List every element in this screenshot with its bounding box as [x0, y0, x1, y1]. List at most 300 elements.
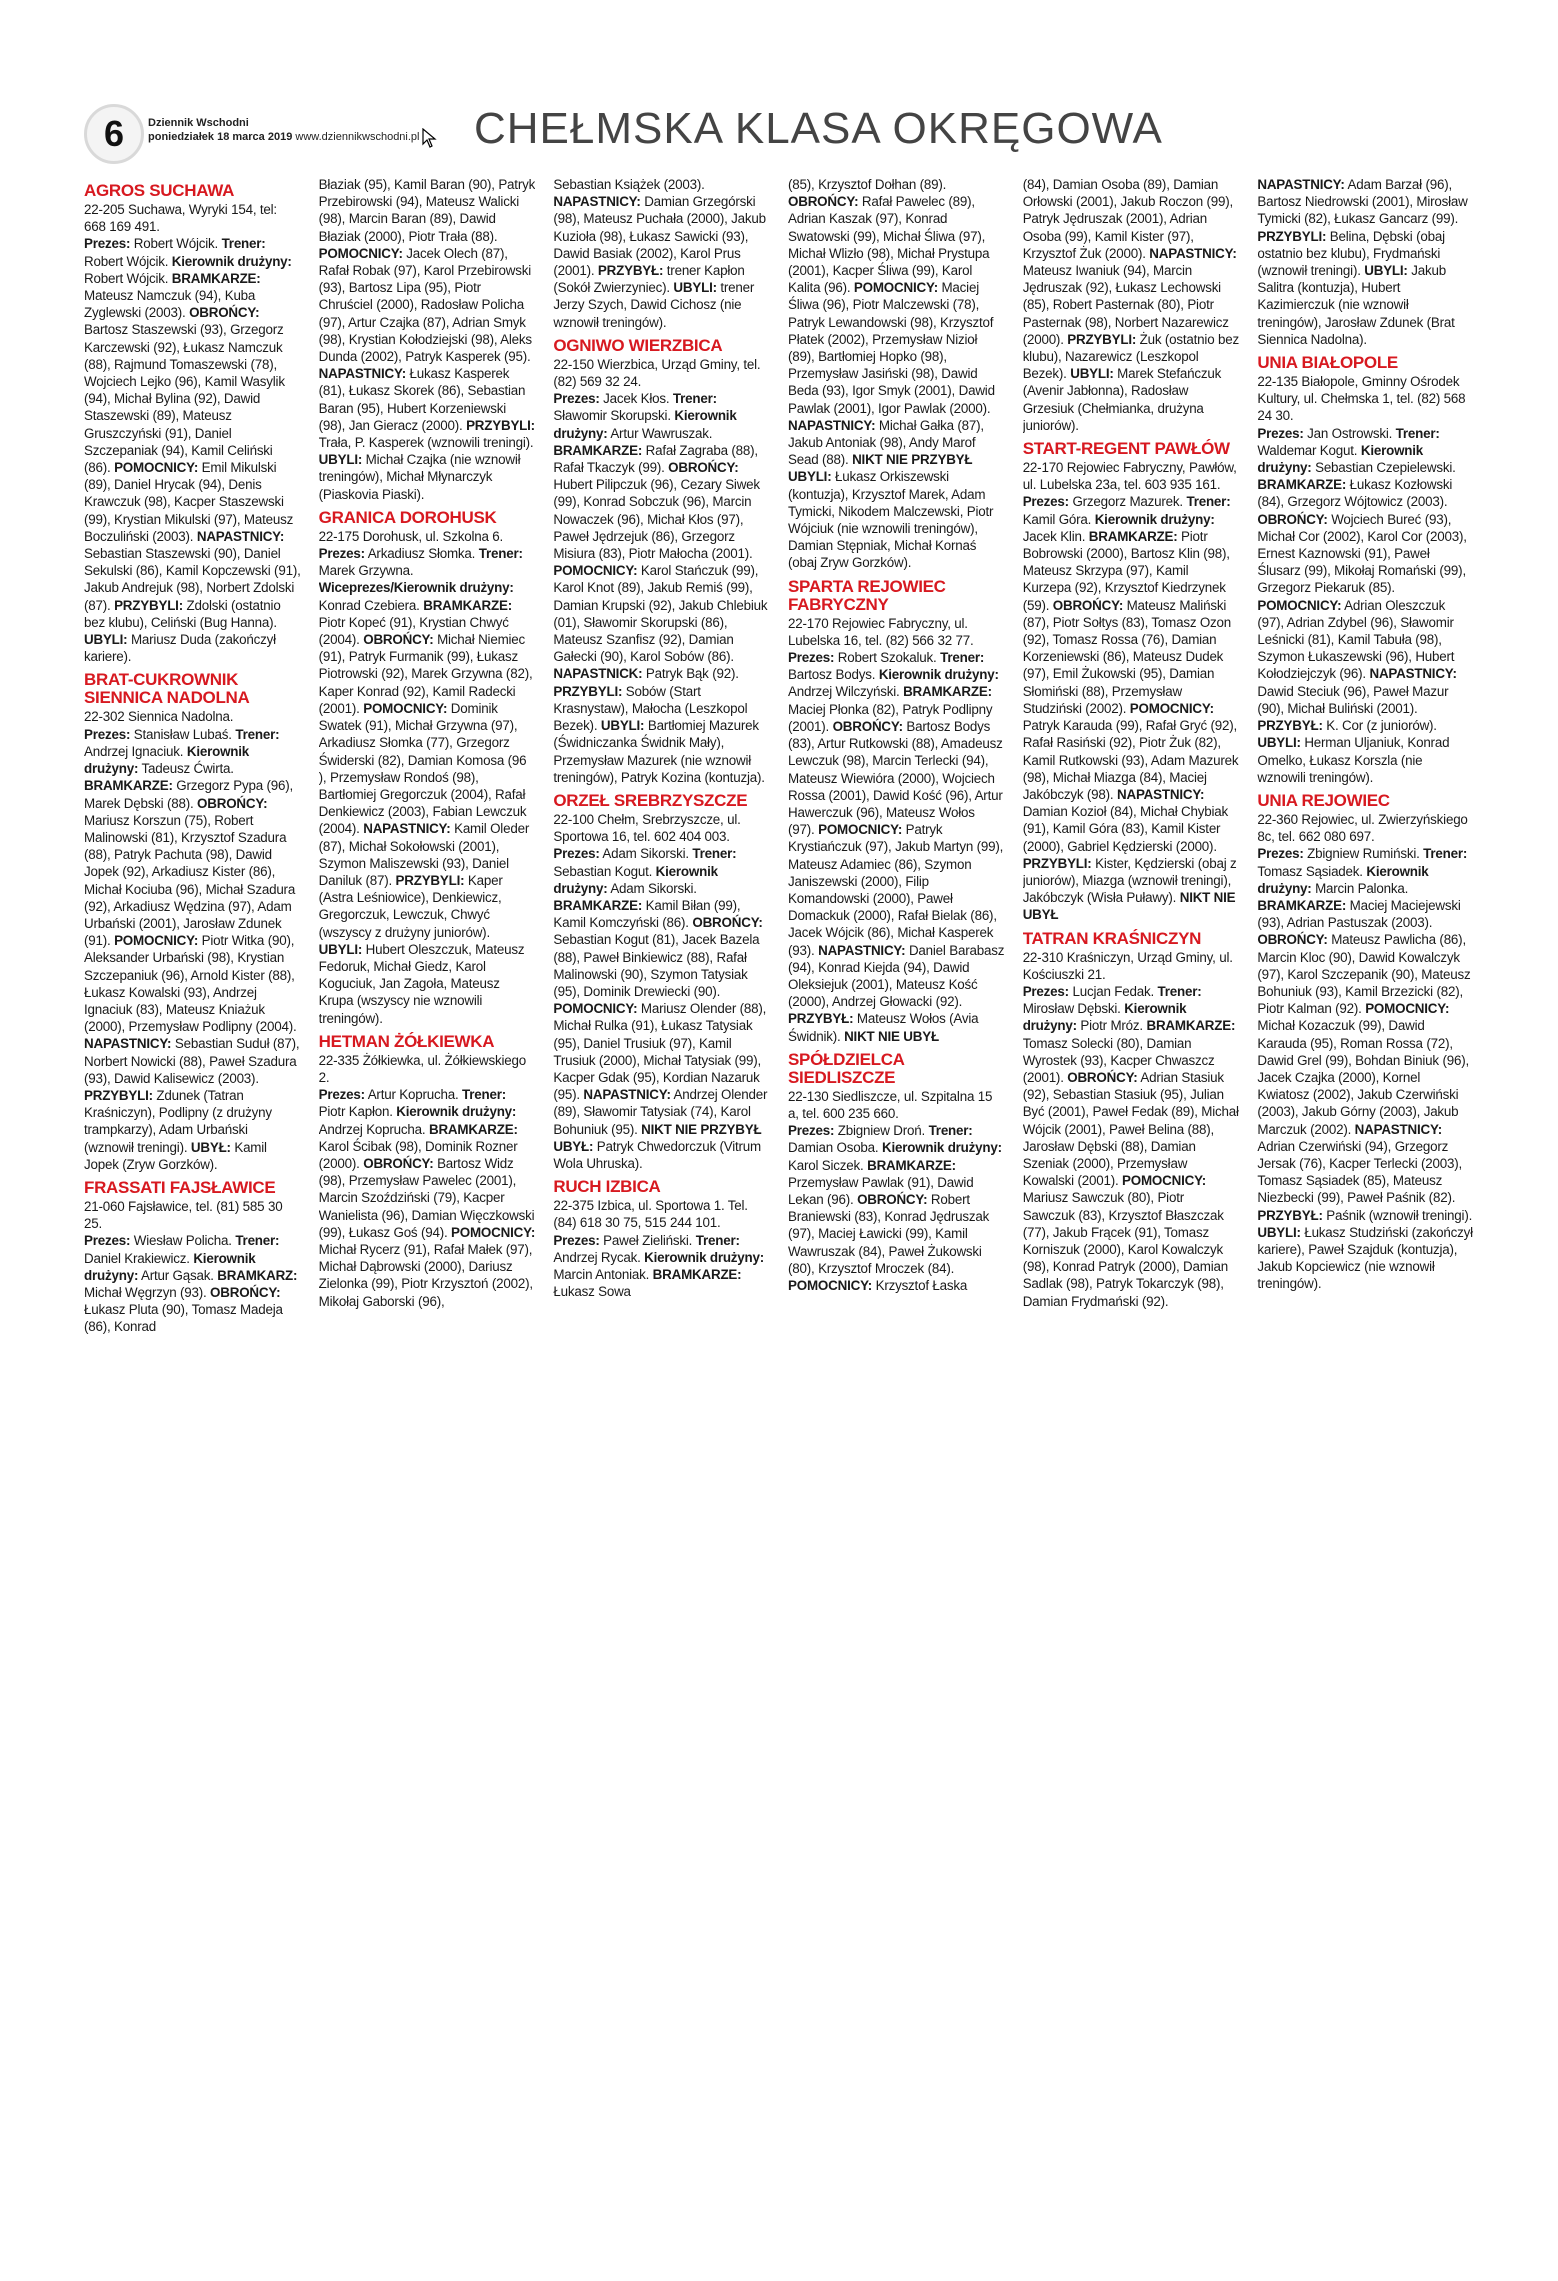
roster-label: Kierownik drużyny:	[1094, 511, 1215, 527]
roster-label: NAPASTNICY:	[84, 1036, 172, 1052]
club-entry	[1023, 930, 1240, 1310]
roster-text: Robert Wójcik.	[84, 270, 169, 286]
roster-text: Konrad Czebiera.	[318, 597, 420, 613]
roster-text: Arkadiusz Słomka.	[364, 546, 476, 562]
roster-text: trener Kapłon (Sokół Zwierzyniec).	[553, 263, 745, 296]
club-name: RUCH IZBICA	[553, 1177, 661, 1197]
roster-text: Adrian Oleszczuk (97), Adrian Zdybel (96), Sławomir Leśnicki (81), Kamil Tabuła (98), Szymon Łukaszewski (96), Hubert Kołodziejczyk (96).	[1257, 597, 1455, 682]
roster-label: POMOCNICY:	[853, 280, 938, 296]
club-entry	[553, 1178, 770, 1300]
club-address: 22-360 Rejowiec, ul. Zwierzyńskiego 8c, tel. 662 080 697.	[1257, 811, 1468, 845]
club-name: ORZEŁ SREBRZYSZCZE	[553, 790, 748, 810]
roster-label: Kierownik drużyny:	[171, 253, 292, 269]
roster-label: NAPASTNICY:	[553, 194, 641, 210]
club-address: 22-302 Siennica Nadolna.	[84, 709, 234, 725]
roster-label: UBYLI:	[318, 452, 363, 468]
roster-text: Wiesław Policha.	[130, 1233, 232, 1249]
club-name: START-REGENT PAWŁÓW	[1022, 439, 1230, 459]
roster-text: Mariusz Olender (88), Michał Rulka (91), Łukasz Tatysiak (95), Daniel Trusiuk (97), Kamil Trusiuk (2000), Michał Tatysiak (99), Kacper Gdak (95), Kordian Nazaruk (95).	[553, 1001, 767, 1103]
roster-label: POMOCNICY:	[553, 563, 638, 579]
roster-text: Jan Ostrowski.	[1303, 425, 1396, 441]
roster-label: UBYLI:	[318, 941, 363, 957]
roster-label: Trener:	[235, 1233, 280, 1249]
roster-text: Łukasz Studziński (zakończył kariere), Paweł Szajduk (kontuzja), Jakub Kopciewicz (nie wznowił treningów).	[1257, 1224, 1473, 1292]
roster-label: UBYŁ:	[190, 1139, 231, 1155]
roster-label: PRZYBYLI:	[466, 417, 535, 433]
roster-text: Grzegorz Mazurek.	[1068, 494, 1183, 510]
roster-text: Hubert Oleszczuk, Mateusz Fedoruk, Michał Giedz, Karol Koguciuk, Jan Zagoła, Mateusz Krupa (wszyscy nie wznowili treningów).	[318, 941, 525, 1026]
roster-label: UBYLI:	[788, 469, 832, 485]
roster-text: Grzegorz Pypa (96), Marek Dębski (88).	[84, 778, 294, 811]
roster-label: Prezes:	[553, 846, 600, 862]
roster-text: Michał Kozaczuk (99), Dawid Karauda (95), Roman Rossa (72), Dawid Grel (99), Bohdan Biniuk (96), Jacek Czajka (2000), Kornel Kwiatosz (2002), Jakub Czerwiński (2003), Jakub Górny (2003), Jakub Marczuk (2002).	[1257, 1018, 1469, 1137]
roster-text: Przemysław Pawlak (91), Dawid Lekan (96).	[788, 1174, 974, 1207]
roster-label: OBROŃCY:	[210, 1284, 281, 1300]
roster-label: OBROŃCY:	[788, 194, 859, 210]
roster-text: Łukasz Kozłowski (84), Grzegorz Wójtowicz (2003).	[1257, 477, 1453, 510]
roster-label: OBROŃCY:	[1067, 1069, 1138, 1085]
club-roster	[319, 545, 536, 1027]
roster-label: BRAMKARZE:	[1088, 528, 1178, 544]
club-roster	[553, 176, 770, 331]
club-entry	[84, 182, 301, 665]
roster-text: Mateusz Pawlicha (86), Marcin Kloc (90), Dawid Kowalczyk (97), Karol Szczepanik (90), Mateusz Bohuniuk (93), Kamil Brzezicki (82), Piotr Kalman (92).	[1257, 932, 1471, 1017]
roster-text: Sebastian Kogut (81), Jacek Bazela (88), Paweł Binkiewicz (88), Rafał Malinowski (90), Szymon Tatysiak (95), Dominik Drewiecki (90).	[553, 932, 760, 999]
roster-text: Artur Wawruszak.	[607, 425, 713, 441]
roster-label: Prezes:	[553, 1232, 600, 1248]
roster-label: Prezes:	[84, 726, 131, 742]
roster-text: Bartosz Bodys (83), Artur Rutkowski (88), Amadeusz Lewczuk (98), Marcin Terlecki (94), Mateusz Wiewióra (2000), Wojciech Rossa (2001), Dawid Kość (96), Artur Hawerczuk (96), Mateusz Wołos (97).	[788, 718, 1003, 838]
roster-label: POMOCNICY:	[363, 700, 448, 716]
roster-label: Kierownik drużyny:	[553, 863, 718, 896]
club-name: FRASSATI FAJSŁAWICE	[84, 1177, 276, 1197]
roster-label: Kierownik drużyny:	[878, 667, 999, 683]
roster-text: Żuk (ostatnio bez klubu), Nazarewicz (Leszkopol Bezek).	[1022, 331, 1239, 382]
roster-label: NAPASTNICY:	[1369, 666, 1457, 682]
club-entry	[788, 1051, 1005, 1294]
roster-text: Michał Rycerz (91), Rafał Małek (97), Michał Dąbrowski (2000), Dariusz Zielonka (99), Piotr Krzysztoń (2002), Mikołaj Gaborski (96),	[318, 1241, 533, 1309]
roster-label: Prezes:	[788, 1123, 835, 1139]
roster-label: NAPASTNICK:	[553, 666, 643, 682]
roster-text: Marek Grzywna.	[318, 563, 414, 579]
brand-name: Dziennik Wschodni	[148, 117, 249, 129]
roster-text: Tomasz Sąsiadek.	[1257, 863, 1363, 879]
roster-text: Kamil Biłan (99), Kamil Komczyński (86).	[553, 897, 741, 931]
roster-text: K. Cor (z juniorów).	[1322, 718, 1437, 734]
roster-label: Prezes:	[84, 236, 131, 252]
roster-text: Damian Osoba.	[788, 1140, 882, 1156]
roster-label: Prezes:	[1022, 983, 1069, 999]
roster-label: UBYŁ:	[553, 1138, 594, 1154]
text-column	[553, 176, 770, 2116]
roster-label: POMOCNICY:	[788, 1277, 873, 1293]
roster-text: Zbigniew Droń.	[834, 1123, 929, 1139]
club-roster	[1023, 176, 1240, 434]
roster-label: Kierownik drużyny:	[644, 1249, 765, 1265]
page-title: CHEŁMSKA KLASA OKRĘGOWA	[474, 104, 1163, 153]
roster-label: OBROŃCY:	[832, 718, 903, 734]
roster-label: BRAMKARZE:	[171, 270, 261, 286]
roster-text: Adrian Czerwiński (94), Grzegorz Jersak (76), Kacper Terlecki (2003), Tomasz Sąsiadek (85), Mateusz Niezbecki (99), Paweł Paśnik (82).	[1257, 1138, 1463, 1206]
club-name: GRANICA DOROHUSK	[318, 507, 497, 527]
club-address: 22-135 Białopole, Gminny Ośrodek Kultury, ul. Chełmska 1, tel. (82) 568 24 30.	[1257, 374, 1466, 424]
roster-label: NIKT NIE PRZYBYŁ	[641, 1121, 762, 1137]
roster-label: Trener:	[221, 236, 266, 252]
club-address: 22-310 Kraśniczyn, Urząd Gminy, ul. Kościuszki 21.	[1022, 949, 1233, 982]
roster-text: Bartłomiej Mazurek (Świdniczanka Świdnik Mały), Przemysław Mazurek (nie wznowił treningów), Patryk Kozina (kontuzja).	[553, 718, 765, 785]
roster-text: Dawid Steciuk (96), Paweł Mazur (90), Michał Buliński (2001).	[1257, 683, 1449, 716]
issue-date: poniedziałek 18 marca 2019	[148, 131, 293, 143]
roster-text: Michał Czajka (nie wznowił treningów), Michał Młynarczyk (Piaskovia Piaski).	[318, 452, 521, 502]
roster-label: OBROŃCY:	[1257, 511, 1328, 527]
roster-label: Trener:	[1423, 846, 1468, 862]
text-column	[1257, 176, 1474, 2116]
roster-label: NIKT NIE PRZYBYŁ	[852, 452, 973, 468]
roster-label: Kierownik drużyny:	[881, 1140, 1002, 1156]
roster-label: Trener:	[692, 846, 737, 862]
roster-label: BRAMKARZE:	[553, 442, 643, 458]
roster-text: Marcin Antoniak.	[553, 1266, 650, 1282]
roster-label: NAPASTNICY:	[1257, 177, 1345, 192]
roster-label: Kierownik drużyny:	[84, 743, 250, 777]
roster-label: Trener:	[235, 726, 280, 742]
roster-text: Łukasz Pluta (90), Tomasz Madeja (86), Konrad	[84, 1302, 283, 1335]
roster-label: Trener:	[462, 1087, 507, 1103]
roster-label: OBROŃCY:	[692, 915, 763, 931]
page-header	[84, 104, 1474, 174]
roster-text: Adam Sikorski.	[599, 846, 693, 862]
roster-text: Andrzej Rycak.	[553, 1249, 641, 1265]
roster-label: OBROŃCY:	[857, 1191, 928, 1207]
club-address: 22-175 Dorohusk, ul. Szkolna 6.	[318, 528, 504, 544]
roster-text: Błaziak (95), Kamil Baran (90), Patryk Przebirowski (94), Mateusz Walicki (98), Marcin Baran (89), Dawid Błaziak (2000), Piotr Trała (88).	[318, 177, 536, 244]
roster-label: Kierownik drużyny:	[1022, 1001, 1187, 1034]
roster-text: Maciej Maciejewski (93), Adrian Pastuszak (2003).	[1257, 897, 1461, 931]
roster-text: Mateusz Maliński (87), Piotr Sołtys (83), Tomasz Ozon (92), Tomasz Rossa (76), Damian Korzeniewski (86), Mateusz Dudek (97), Emil Żukowski (95), Damian Słomiński (88), Przemysław Studziński (2002).	[1022, 597, 1232, 716]
roster-text: Jacek Klin.	[1022, 528, 1086, 544]
roster-label: Wiceprezes/Kierownik drużyny:	[318, 580, 514, 596]
roster-label: UBYLI:	[1257, 1224, 1301, 1240]
club-name: TATRAN KRAŚNICZYN	[1022, 928, 1202, 948]
roster-text: Piotr Witka (90), Aleksander Urbański (98), Krystian Szczepaniuk (96), Arnold Kister (88), Łukasz Kowalski (93), Andrzej Ignaciuk (83), Mateusz Kniażuk (2000), Przemysław Podlipny (2004).	[84, 933, 297, 1035]
club-entry	[1257, 792, 1474, 1293]
roster-label: PRZYBYLI:	[1022, 855, 1092, 871]
roster-text: Bartosz Bodys.	[788, 667, 876, 683]
text-column	[788, 176, 1005, 2116]
roster-text: Marcin Palonka.	[1311, 880, 1409, 896]
club-roster	[1023, 983, 1240, 1310]
page-number-badge: 6	[84, 104, 144, 164]
roster-label: PRZYBYŁ:	[1257, 1207, 1323, 1223]
roster-label: BRAMKARZE:	[1257, 477, 1347, 493]
roster-text: Sebastian Książek (2003).	[553, 177, 705, 192]
roster-label: UBYLI:	[600, 718, 645, 734]
roster-text: Kamil Oleder (87), Michał Sokołowski (2001), Szymon Maliszewski (93), Daniel Daniluk (87).	[318, 821, 530, 888]
roster-text: Rafał Zagraba (88), Rafał Tkaczyk (99).	[553, 442, 758, 476]
roster-text: Trała, P. Kasperek (wznowili treningi).	[318, 435, 534, 451]
club-entry	[553, 337, 770, 786]
roster-text: Sebastian Staszewski (90), Daniel Sekulski (86), Kamil Kopczewski (91), Jakub Andrejuk (98), Norbert Zdolski (87).	[84, 546, 301, 613]
roster-text: Kamil Jopek (Zryw Gorzków).	[84, 1139, 267, 1172]
club-roster	[553, 390, 770, 786]
roster-text: Maciej Śliwa (96), Piotr Malczewski (78), Patryk Lewandowski (98), Krzysztof Płatek (2002), Przemysław Nizioł (89), Bartłomiej Hopko (98), Przemysław Jasiński (98), Dawid Beda (93), Igor Smyk (2001), Dawid Pawlak (2001), Igor Pawlak (2000).	[788, 280, 995, 416]
roster-text: Adrian Stasiuk (92), Sebastian Stasiuk (95), Julian Być (2001), Paweł Fedak (89), Michał Wójcik (2001), Paweł Belina (88), Jarosław Dębski (88), Damian Szeniak (2000), Przemysław Kowalski (2001).	[1022, 1069, 1239, 1189]
roster-label: NAPASTNICY:	[196, 528, 285, 544]
roster-text: Robert Wójcik.	[84, 253, 172, 269]
roster-label: POMOCNICY:	[818, 822, 903, 838]
roster-text: Łukasz Sowa	[553, 1284, 631, 1300]
roster-text: trener Jerzy Szych, Dawid Cichosz (nie wznowił treningów).	[553, 280, 755, 330]
roster-label: PRZYBYLI:	[1067, 331, 1137, 347]
article-columns	[84, 176, 1474, 2116]
roster-label: Trener:	[695, 1232, 740, 1248]
club-roster	[1257, 845, 1474, 1292]
roster-label: BRAMKARZE:	[423, 597, 512, 613]
roster-text: Daniel Barabasz (94), Konrad Kiejda (94), Dawid Oleksiejuk (2001), Mateusz Kość (2000), Andrzej Głowacki (92).	[788, 942, 1005, 1010]
roster-label: NIKT NIE UBYŁ	[844, 1028, 939, 1044]
roster-text: Rafał Pawelec (89), Adrian Kaszak (97), Konrad Swatowski (99), Michał Śliwa (97), Michał Wlizło (98), Michał Prystupa (2001), Kacper Śliwa (99), Karol Kalita (96).	[788, 194, 990, 296]
roster-text: Adam Sikorski.	[607, 880, 697, 896]
roster-label: POMOCNICY:	[553, 1001, 638, 1017]
roster-text: Michał Węgrzyn (93).	[84, 1284, 207, 1300]
club-address: 22-375 Izbica, ul. Sportowa 1. Tel. (84) 618 30 75, 515 244 101.	[553, 1198, 748, 1231]
roster-text: Tadeusz Ćwirta.	[138, 761, 234, 777]
club-name: UNIA REJOWIEC	[1257, 790, 1390, 810]
roster-label: Kierownik drużyny:	[84, 1250, 256, 1283]
roster-label: POMOCNICY:	[1257, 597, 1342, 613]
roster-label: Kierownik drużyny:	[396, 1104, 517, 1120]
roster-text: Mirosław Dębski.	[1022, 1001, 1125, 1017]
club-name: HETMAN ŻÓŁKIEWKA	[318, 1031, 495, 1051]
roster-text: Mateusz Wołos (Avia Świdnik).	[788, 1011, 979, 1044]
roster-text: Dominik Swatek (91), Michał Grzywna (97), Arkadiusz Słomka (77), Grzegorz Świderski (82), Damian Komosa (96 ), Przemysław Rondoś (98), Bartłomiej Gregorczuk (2004), Rafał Denkiewicz (2003), Fabian Lewczuk (2004).	[318, 700, 527, 837]
roster-label: Trener:	[1186, 494, 1231, 510]
roster-text: Patryk Krystiańczuk (97), Jakub Martyn (99), Mateusz Adamiec (86), Szymon Janiszewski (2000), Filip Komandowski (2000), Paweł Domackuk (2000), Rafał Bielak (86), Jacek Wójcik (86), Michał Kasperek (93).	[788, 822, 1004, 958]
roster-text: Bartosz Widz (98), Przemysław Pawelec (2001), Marcin Szoździński (79), Kacper Wanielista (96), Damian Więczkowski (99), Łukasz Goś (94).	[318, 1155, 535, 1240]
roster-label: NAPASTNICY:	[1354, 1121, 1442, 1137]
roster-label: BRAMKARZE:	[867, 1157, 956, 1173]
roster-text: Zdunek (Tatran Kraśniczyn), Podlipny (z drużyny trampkarzy), Adam Urbański (wznowił treningi).	[84, 1087, 272, 1155]
club-entry-continued	[1257, 176, 1474, 348]
roster-label: NAPASTNICY:	[788, 417, 876, 433]
roster-label: PRZYBYLI:	[114, 597, 183, 613]
club-roster	[84, 235, 301, 665]
roster-text: Jakub Salitra (kontuzja), Hubert Kazimierczuk (nie wznowił treningów), Jarosław Zdunek (Brat Siennica Nadolna).	[1257, 263, 1455, 347]
roster-label: POMOCNICY:	[318, 245, 403, 261]
roster-label: NAPASTNICY:	[363, 821, 451, 837]
roster-text: Mariusz Duda (zakończył kariere).	[84, 632, 276, 665]
roster-text: Mateusz Iwaniuk (94), Marcin Jędruszak (92), Łukasz Lechowski (85), Robert Pasternak (80), Piotr Pasternak (98), Norbert Nazarewicz (2000).	[1022, 263, 1229, 347]
roster-text: Artur Koprucha.	[364, 1087, 459, 1103]
roster-text: Kamil Góra.	[1022, 511, 1095, 527]
club-address: 21-060 Fajsławice, tel. (81) 585 30 25.	[84, 1198, 283, 1232]
roster-label: POMOCNICY:	[451, 1224, 536, 1240]
roster-label: Trener:	[672, 391, 717, 407]
roster-text: Lucjan Fedak.	[1068, 983, 1158, 999]
club-name: SPARTA REJOWIEC FABRYCZNY	[788, 576, 946, 614]
roster-text: Kaper (Astra Leśniowice), Denkiewicz, Gregorczuk, Lewczuk, Chwyć (wszyscy z drużyny juniorów).	[318, 872, 503, 940]
roster-label: BRAMKARZE:	[84, 778, 173, 794]
club-name: AGROS SUCHAWA	[84, 181, 235, 200]
roster-text: Piotr Kapłon.	[318, 1104, 393, 1120]
roster-label: NAPASTNICY:	[1117, 786, 1205, 802]
roster-text: Sebastian Czepielewski.	[1311, 460, 1456, 476]
roster-label: UBYLI:	[1364, 263, 1408, 279]
club-roster	[1023, 493, 1240, 923]
roster-label: UBYLI:	[673, 280, 717, 296]
roster-text: Łukasz Kasperek (81), Łukasz Skorek (86), Sebastian Baran (95), Hubert Korzeniewski (98), Jan Gieracz (2000).	[318, 366, 526, 433]
roster-label: Trener:	[478, 546, 523, 562]
roster-text: Sobów (Start Krasnystaw), Małocha (Leszkopol Bezek).	[553, 683, 748, 734]
club-entry	[788, 578, 1005, 1045]
roster-text: Hubert Pilipczuk (96), Cezary Siwek (99), Konrad Sobczuk (96), Marcin Nowaczek (96), Michał Kłos (97), Paweł Jędrzejuk (86), Grzegorz Misiura (83), Piotr Małocha (2001).	[553, 477, 760, 562]
roster-text: Wojciech Bureć (93), Michał Cor (2002), Karol Cor (2003), Ernest Kaznowski (91), Paweł Ślusarz (99), Mikołaj Romański (99), Grzegorz Piekaruk (85).	[1257, 511, 1467, 596]
roster-label: NAPASTNICY:	[1149, 245, 1237, 261]
roster-label: UBYLI:	[1070, 366, 1114, 382]
roster-text: Piotr Mróz.	[1076, 1018, 1143, 1034]
roster-text: Andrzej Ignaciuk.	[84, 743, 184, 759]
club-entry	[84, 671, 301, 1172]
club-entry	[1257, 354, 1474, 786]
roster-text: Belina, Dębski (obaj ostatnio bez klubu), Frydmański (wznowił treningi).	[1257, 228, 1445, 279]
club-roster	[319, 1086, 536, 1310]
roster-label: Trener:	[928, 1123, 973, 1139]
roster-text: Zdolski (ostatnio bez klubu), Celiński (Bug Hanna).	[84, 597, 281, 630]
roster-text: Waldemar Kogut.	[1257, 442, 1361, 458]
roster-label: Kierownik drużyny:	[1257, 442, 1424, 476]
roster-label: OBROŃCY:	[189, 305, 260, 321]
roster-text: Mariusz Sawczuk (80), Piotr Sawczuk (83), Krzysztof Błaszczak (77), Jakub Frącek (91), Tomasz Korniszuk (2000), Karol Kowalczyk (98), Konrad Patryk (2000), Damian Sadlak (98), Patryk Tokarczyk (98), Damian Frydmański (92).	[1022, 1190, 1228, 1309]
roster-label: Prezes:	[788, 650, 835, 666]
roster-text: Adam Barzał (96), Bartosz Niedrowski (2001), Mirosław Tymicki (82), Łukasz Gancarz (99).	[1257, 177, 1468, 227]
roster-label: Prezes:	[318, 1087, 365, 1103]
roster-label: UBYLI:	[84, 632, 128, 648]
roster-text: Kister, Kędzierski (obaj z juniorów), Miazga (wznowił treningi), Jakóbczyk (Wisła Puławy).	[1022, 855, 1237, 906]
roster-label: NIKT NIE UBYŁ	[1022, 890, 1236, 923]
roster-label: OBROŃCY:	[1052, 597, 1124, 613]
club-roster	[788, 1122, 1005, 1294]
roster-text: Łukasz Orkiszewski (kontuzja), Krzysztof Marek, Adam Tymicki, Nikodem Malczewski, Piotr Wójciuk (nie wznowili treningów), Damian Stępniak, Michał Kornaś (obaj Zryw Gorzków).	[788, 469, 994, 571]
roster-label: Prezes:	[84, 1233, 131, 1249]
roster-label: PRZYBYŁ:	[788, 1011, 854, 1027]
roster-label: PRZYBYŁ:	[1257, 718, 1323, 734]
roster-text: Mateusz Namczuk (94), Kuba Zyglewski (2003).	[84, 288, 256, 321]
roster-text: Andrzej Olender (89), Sławomir Tatysiak (74), Karol Bohuniuk (95).	[553, 1087, 768, 1137]
roster-text: Piotr Kopeć (91), Krystian Chwyć (2004).	[318, 614, 509, 648]
roster-text: Piotr Bobrowski (2000), Bartosz Klin (98), Mateusz Skrzypa (97), Kamil Kurzepa (92), Krzysztof Kiedrzynek (59).	[1022, 528, 1230, 613]
roster-text: Krzysztof Łaska	[872, 1277, 968, 1293]
club-address: 22-205 Suchawa, Wyryki 154, tel: 668 169 491.	[84, 202, 277, 235]
roster-label: PRZYBYLI:	[395, 872, 465, 888]
roster-label: Kierownik drużyny:	[553, 408, 737, 441]
roster-text: Jacek Kłos.	[599, 391, 673, 407]
roster-label: BRAMKARZE:	[1257, 897, 1347, 913]
roster-label: OBROŃCY:	[363, 632, 434, 648]
club-entry-continued	[788, 176, 1005, 572]
roster-text: Sławomir Skorupski.	[553, 408, 671, 424]
club-name: UNIA BIAŁOPOLE	[1257, 353, 1398, 373]
club-roster	[788, 176, 1005, 572]
roster-text: Michał Gałka (87), Jakub Antoniak (98), Andy Marof Sead (88).	[788, 417, 984, 468]
roster-label: Prezes:	[318, 546, 365, 562]
roster-text: Damian Grzegórski (98), Mateusz Puchała (2000), Jakub Kuzioła (98), Łukasz Sawicki (93), Dawid Basiak (2002), Karol Prus (2001).	[553, 194, 766, 279]
roster-text: Karol Siczek.	[788, 1157, 864, 1173]
club-address: 22-100 Chełm, Srebrzyszcze, ul. Sportowa 16, tel. 602 404 003.	[553, 811, 741, 845]
roster-label: BRAMKARZE:	[903, 684, 992, 700]
roster-text: Mariusz Korszun (75), Robert Malinowski (81), Krzysztof Szadura (88), Patryk Pachuta (98), Dawid Jopek (92), Arkadiusz Kister (86), Michał Kociuba (96), Michał Szadura (92), Arkadiusz Wędzina (97), Adam Urbański (2001), Jarosław Zdunek (91).	[84, 812, 296, 949]
roster-label: Trener:	[1395, 425, 1440, 441]
roster-text: Emil Mikulski (89), Daniel Hrycak (94), Denis Krawczuk (98), Kacper Staszewski (99), Krystian Mikulski (97), Mateusz Boczuliński (2003).	[84, 460, 294, 544]
club-address: 22-150 Wierzbica, Urząd Gminy, tel. (82) 569 32 24.	[553, 356, 761, 390]
roster-label: BRAMKARZE:	[553, 897, 643, 913]
roster-label: OBROŃCY:	[197, 795, 268, 811]
roster-text: Karol Ścibak (98), Dominik Rozner (2000).	[318, 1138, 518, 1171]
roster-text: (84), Damian Osoba (89), Damian Orłowski (2001), Jakub Roczon (99), Patryk Jędruszak (2001), Adrian Osoba (99), Kamil Kister (97), Krzysztof Żuk (2000).	[1022, 177, 1233, 261]
roster-label: Trener:	[1157, 983, 1202, 999]
text-column	[1023, 176, 1240, 2116]
roster-label: Prezes:	[1257, 425, 1304, 441]
roster-label: Trener:	[940, 650, 985, 666]
roster-text: Jacek Olech (87), Rafał Robak (97), Karol Przebirowski (93), Bartosz Lipa (95), Piotr Chruściel (2000), Radosław Policha (97), Artur Czajka (87), Adrian Smyk (98), Krystian Kołodziejski (98), Aleks Dunda (2002), Patryk Kasperek (95).	[318, 245, 532, 365]
roster-label: BRAMKARZE:	[652, 1266, 742, 1282]
masthead-info	[148, 116, 420, 144]
club-roster	[319, 176, 536, 503]
roster-label: POMOCNICY:	[1365, 1001, 1450, 1017]
roster-text: Robert Szokaluk.	[834, 650, 937, 666]
roster-label: Prezes:	[1257, 846, 1304, 862]
club-roster	[1257, 425, 1474, 786]
club-name: BRAT-CUKROWNIK SIENNICA NADOLNA	[84, 670, 250, 708]
roster-text: Robert Braniewski (83), Konrad Jędruszak (97), Maciej Ławicki (99), Kamil Wawruszak (84), Paweł Żukowski (80), Krzysztof Mroczek (84).	[788, 1191, 990, 1276]
roster-text: Patryk Karauda (99), Rafał Gryć (92), Rafał Rasiński (92), Piotr Żuk (82), Kamil Rutkowski (93), Adam Mazurek (98), Michał Miazga (84), Maciej Jakóbczyk (98).	[1022, 718, 1239, 802]
club-roster	[84, 1232, 301, 1335]
roster-text: Bartosz Staszewski (93), Grzegorz Karczewski (92), Łukasz Namczuk (88), Rajmund Tomaszewski (78), Wojciech Lejko (96), Kamil Wasylik (94), Michał Bylina (92), Dawid Staszewski (89), Mateusz Gruszczyński (91), Daniel Szczepaniak (94), Kamil Celiński (86).	[84, 322, 285, 476]
club-name: SPÓŁDZIELCA SIEDLISZCZE	[788, 1049, 905, 1087]
roster-label: NAPASTNICY:	[583, 1087, 671, 1103]
roster-text: Sebastian Kogut.	[553, 863, 656, 879]
roster-text: Karol Stańczuk (99), Karol Knot (89), Jakub Remiś (99), Damian Krupski (92), Jakub Chlebiuk (01), Sławomir Skorupski (86), Mateusz Szanfisz (92), Damian Gałecki (90), Karol Sobów (86).	[553, 563, 768, 665]
club-roster	[553, 1232, 770, 1301]
roster-text: Stanisław Lubaś.	[130, 726, 232, 742]
roster-label: PRZYBYLI:	[553, 683, 623, 699]
club-entry	[319, 1033, 536, 1310]
roster-label: PRZYBYŁ:	[597, 263, 664, 279]
roster-label: BRAMKARZ:	[217, 1267, 298, 1283]
roster-text: Herman Uljaniuk, Konrad Omelko, Łukasz Korszla (nie wznowili treningów).	[1257, 735, 1450, 785]
roster-label: Prezes:	[553, 391, 600, 407]
club-roster	[788, 649, 1005, 1045]
roster-label: POMOCNICY:	[114, 460, 199, 476]
roster-label: POMOCNICY:	[1122, 1173, 1207, 1189]
roster-label: OBROŃCY:	[1257, 932, 1328, 948]
roster-text: Sebastian Suduł (87), Norbert Nowicki (88), Paweł Szadura (93), Dawid Kalisewicz (2003).	[84, 1036, 300, 1086]
site-url: www.dziennikwschodni.pl	[295, 131, 420, 143]
club-address: 22-170 Rejowiec Fabryczny, Pawłów, ul. Lubelska 23a, tel. 603 935 161.	[1022, 460, 1237, 493]
roster-text: Tomasz Solecki (80), Damian Wyrostek (93), Kacper Chwaszcz (2001).	[1022, 1035, 1215, 1085]
roster-text: Robert Wójcik.	[130, 236, 222, 252]
club-roster	[1257, 176, 1474, 348]
roster-label: PRZYBYLI:	[1257, 228, 1327, 244]
roster-text: Patryk Bąk (92).	[642, 666, 739, 682]
roster-text: Patryk Chwedorczuk (Vitrum Wola Uhruska).	[553, 1138, 762, 1171]
roster-label: POMOCNICY:	[114, 933, 199, 949]
roster-label: BRAMKARZE:	[428, 1121, 518, 1137]
roster-text: Andrzej Koprucha.	[318, 1121, 426, 1137]
club-entry-continued	[553, 176, 770, 331]
roster-label: OBROŃCY:	[363, 1155, 434, 1171]
roster-text: Paśnik (wznowił treningi).	[1322, 1207, 1473, 1223]
club-roster	[553, 845, 770, 1172]
